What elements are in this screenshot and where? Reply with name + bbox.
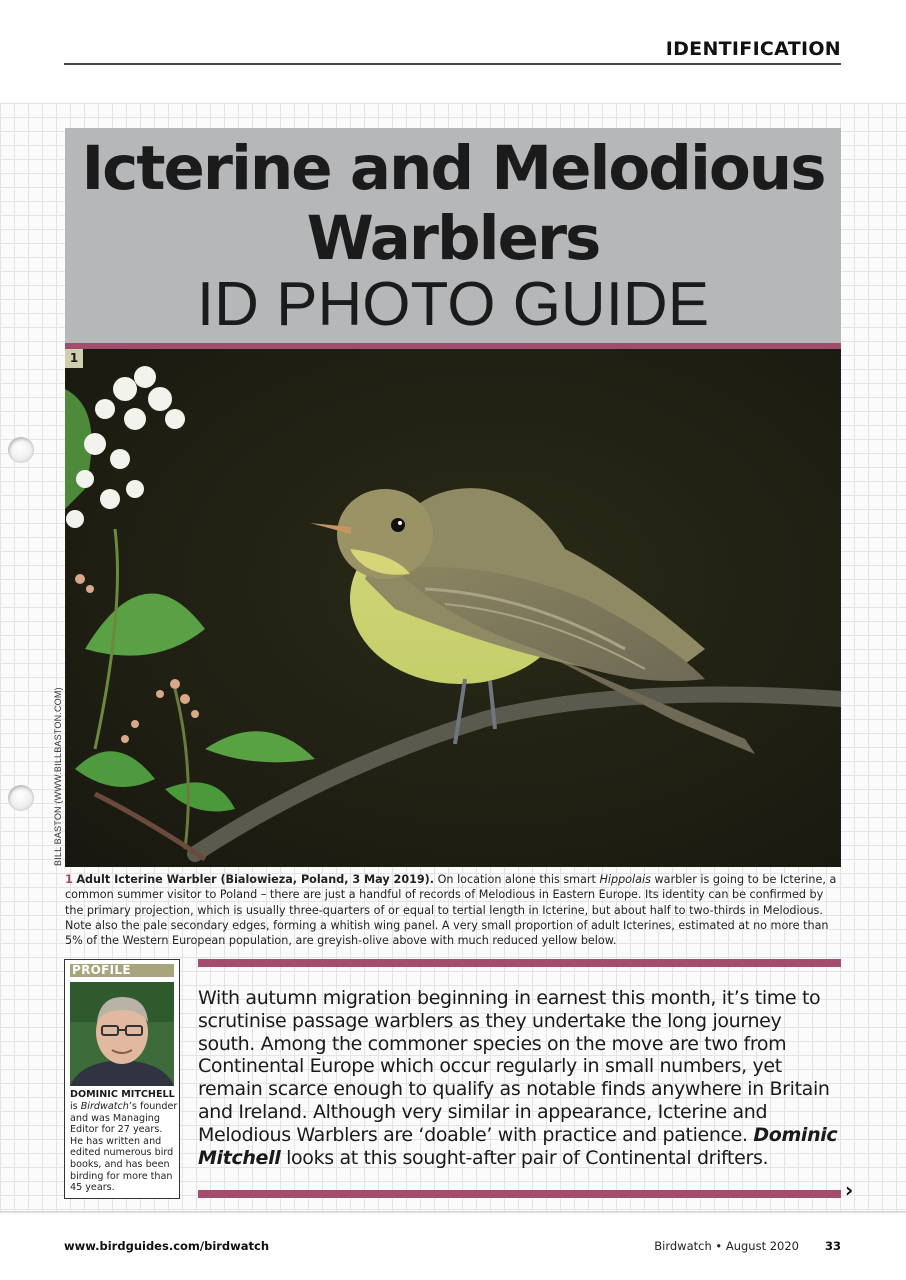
caption-number: 1 bbox=[65, 873, 73, 886]
caption-text-rest: warbler is going to be Icterine, a common summer visitor to Poland – there are just a handful of records of Melodious in Eastern Europe. Its identity can be confirmed by the primary projection, which is usually three-quarters of or equal to tertial length in Icterine, but about half to two-thirds in Melodious. Note also the pale secondary edges, forming a whitish wing panel. A very small proportion of adult Icterines, estimated at no more than 5% of the Western European population, are greyish-olive above with much reduced yellow below. bbox=[65, 873, 837, 948]
intro-author: Dominic Mitchell bbox=[198, 1123, 838, 1169]
author-bio-text: ’s founder and was Managing Editor for 27 years. He has written and edited numerous bird books, and has been birding for more than 45 years. bbox=[70, 1101, 178, 1194]
section-label: IDENTIFICATION bbox=[665, 38, 841, 60]
punch-hole bbox=[8, 437, 34, 463]
author-profile-box bbox=[64, 959, 180, 1199]
caption-text: On location alone this smart bbox=[434, 873, 600, 886]
title-block bbox=[65, 128, 841, 343]
intro-text: With autumn migration beginning in earnest this month, it’s time to scrutinise passage warblers as they undertake the long journey south. Among the commoner species on the move are two from Continental Europe which occur regularly in small numbers, yet remain scarce enough to qualify as notable finds anywhere in Britain and Ireland. Although very similar in appearance, Icterine and Melodious Warblers are ‘doable’ with practice and patience. bbox=[198, 987, 830, 1146]
footer-magazine: Birdwatch • August 2020 bbox=[654, 1239, 799, 1253]
caption-lead: Adult Icterine Warbler (Bialowieza, Poland, 3 May 2019). bbox=[76, 873, 435, 886]
header-rule bbox=[64, 63, 841, 65]
continue-arrow-icon: › bbox=[845, 1178, 854, 1202]
intro-rule-top bbox=[198, 959, 841, 967]
photo-credit: BILL BASTON (WWW.BILLBASTON.COM) bbox=[53, 687, 63, 866]
intro-text-end: looks at this sought-after pair of Continental drifters. bbox=[280, 1146, 769, 1169]
author-bio-magazine: Birdwatch bbox=[80, 1101, 129, 1112]
bird-photo bbox=[65, 349, 841, 867]
punch-hole bbox=[8, 785, 34, 811]
caption-genus: Hippolais bbox=[599, 873, 651, 886]
article-title bbox=[65, 134, 841, 274]
profile-heading: PROFILE bbox=[70, 964, 174, 977]
author-bio bbox=[70, 1101, 178, 1194]
author-photo bbox=[70, 982, 174, 1086]
photo-number-badge: 1 bbox=[65, 349, 83, 368]
intro-rule-bottom bbox=[198, 1190, 841, 1198]
page-number: 33 bbox=[824, 1239, 841, 1253]
title-line-2: Warblers bbox=[306, 203, 600, 274]
author-bio-prefix: is bbox=[70, 1101, 81, 1112]
title-line-1: Icterine and Melodious bbox=[81, 133, 825, 204]
article-subtitle: ID PHOTO GUIDE bbox=[196, 270, 710, 339]
footer-url: www.birdguides.com/birdwatch bbox=[64, 1239, 270, 1253]
author-name: DOMINIC MITCHELL bbox=[70, 1089, 175, 1100]
intro-standfirst bbox=[198, 987, 843, 1169]
photo-caption bbox=[65, 872, 841, 948]
